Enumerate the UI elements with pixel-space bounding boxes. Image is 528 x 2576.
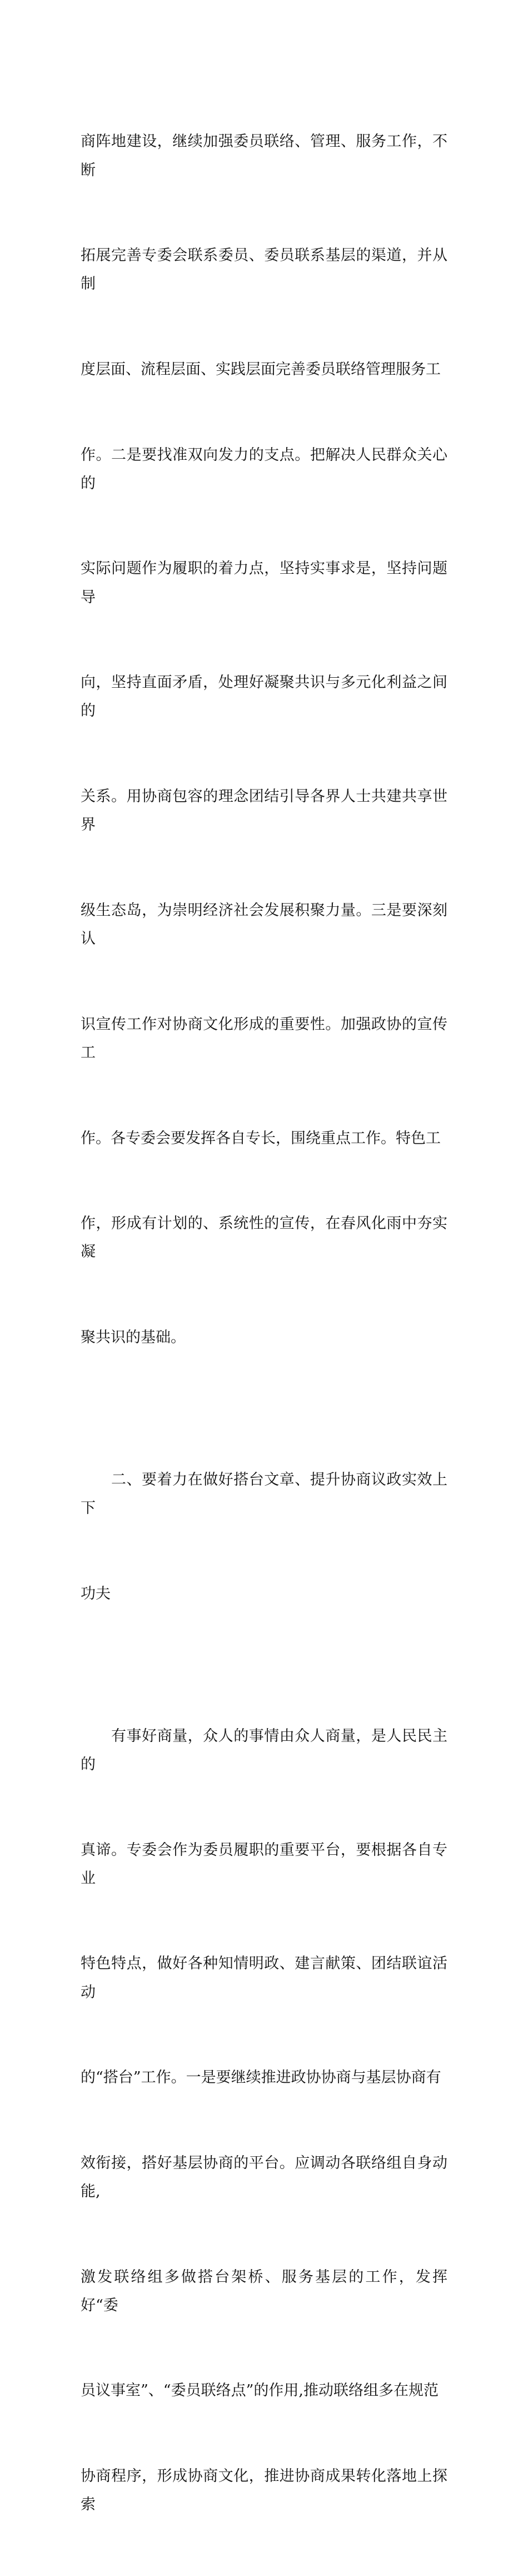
text-line: 效衔接，搭好基层协商的平台。应调动各联络组自身动能, [81, 2154, 447, 2201]
paragraph-3 [81, 1665, 447, 2576]
text-line: 作，形成有计划的、系统性的宣传，在春风化雨中夯实凝 [81, 1215, 447, 1261]
text-line: 级生态岛，为崇明经济社会发展积聚力量。三是要深刻认 [81, 901, 447, 948]
text-line: 作。二是要找准双向发力的支点。把解决人民群众关心的 [81, 446, 447, 492]
text-line: 作。各专委会要发挥各自专长，围绕重点工作。特色工 [81, 1129, 441, 1147]
text-line: 的“搭台”工作。一是要继续推进政协协商与基层协商有 [81, 2069, 441, 2087]
text-line: 激发联络组多做搭台架桥、服务基层的工作，发挥好“委 [81, 2268, 447, 2314]
text-line: 实际问题作为履职的着力点，坚持实事求是，坚持问题导 [81, 560, 447, 606]
text-line: 关系。用协商包容的理念团结引导各界人士共建共享世界 [81, 788, 447, 834]
text-line: 有事好商量，众人的事情由众人商量，是人民民主的 [81, 1727, 447, 1773]
paragraph-1 [81, 71, 447, 1409]
text-line: 真谛。专委会作为委员履职的重要平台，要根据各自专业 [81, 1841, 447, 1887]
document-body [81, 71, 447, 2576]
text-line: 度层面、流程层面、实践层面完善委员联络管理服务工 [81, 361, 441, 379]
text-line: 识宣传工作对协商文化形成的重要性。加强政协的宣传工 [81, 1015, 447, 1061]
text-line: 聚共识的基础。 [81, 1328, 186, 1346]
text-line: 向，坚持直面矛盾，处理好凝聚共识与多元化利益之间的 [81, 674, 447, 720]
text-line: 协商程序，形成协商文化，推进协商成果转化落地上探索 [81, 2468, 447, 2514]
text-line: 拓展完善专委会联系委员、委员联系基层的渠道，并从制 [81, 247, 447, 293]
text-line: 特色特点，做好各种知情明政、建言献策、团结联谊活动 [81, 1955, 447, 2001]
heading-line: 功夫 [81, 1585, 111, 1602]
heading-line: 二、要着力在做好搭台文章、提升协商议政实效上下 [81, 1471, 447, 1517]
text-line: 商阵地建设，继续加强委员联络、管理、服务工作，不断 [81, 133, 447, 179]
section-heading-2 [81, 1409, 447, 1665]
text-line: 员议事室”、“委员联络点”的作用,推动联络组多在规范 [81, 2382, 439, 2400]
